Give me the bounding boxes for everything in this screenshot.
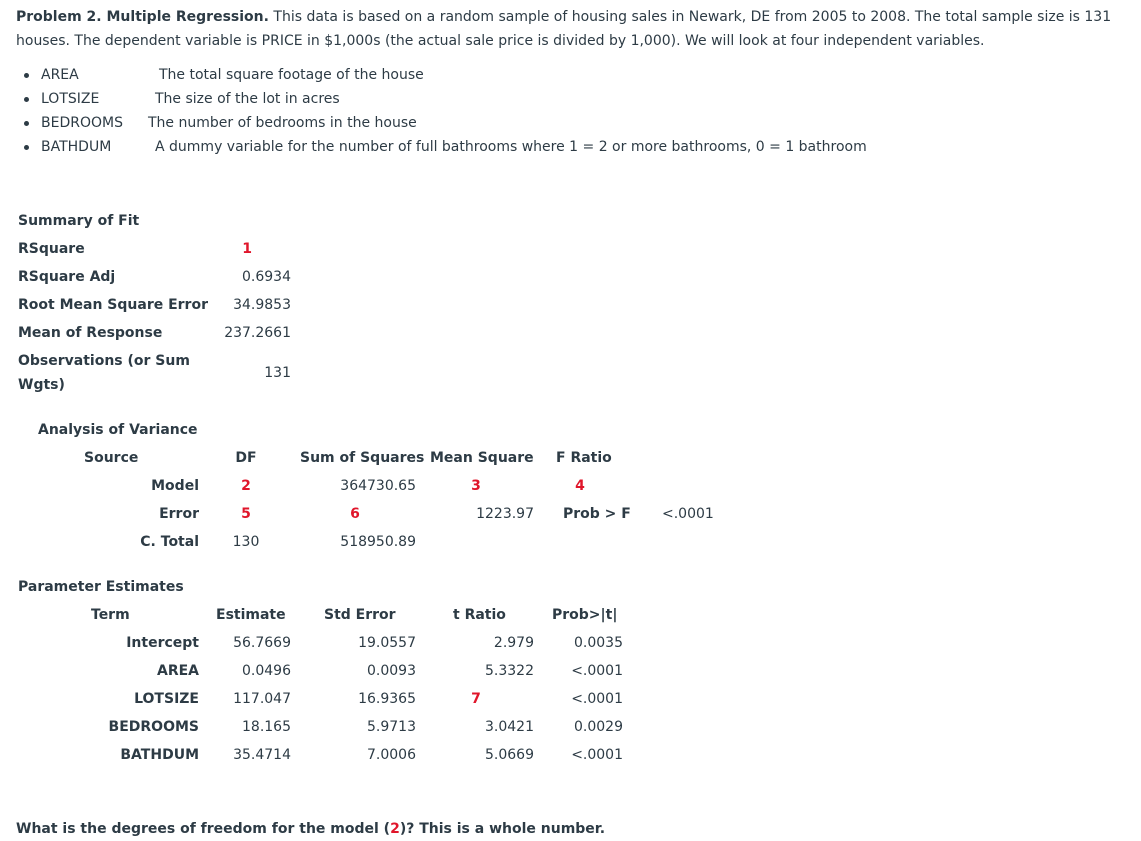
anova-prob-f-value: <.0001 <box>662 506 714 522</box>
param-prob: 0.0029 <box>574 719 623 735</box>
param-header-tratio: t Ratio <box>453 607 506 623</box>
anova-prob-f-label: Prob > F <box>563 506 631 522</box>
param-stderror: 16.9365 <box>358 691 416 707</box>
param-stderror: 7.0006 <box>367 747 416 763</box>
anova-total-ss: 518950.89 <box>340 534 416 550</box>
mean-response-label: Mean of Response <box>18 325 163 341</box>
param-prob: <.0001 <box>571 691 623 707</box>
variable-description: A dummy variable for the number of full bathrooms where 1 = 2 or more bathrooms, 0 = 1 bathroom <box>155 139 867 155</box>
param-stderror: 5.9713 <box>367 719 416 735</box>
param-estimate: 18.165 <box>242 719 291 735</box>
anova-header-f: F Ratio <box>556 450 612 466</box>
param-term: BATHDUM <box>120 747 199 763</box>
anova-total-df: 130 <box>232 534 260 550</box>
anova-header-df: DF <box>235 450 257 466</box>
anova-header-ms: Mean Square <box>430 450 534 466</box>
list-item <box>24 111 924 135</box>
bullet-icon <box>24 73 29 78</box>
variable-description: The size of the lot in acres <box>155 91 340 107</box>
problem-description: This data is based on a random sample of housing sales in Newark, DE from 2005 to 2008. The total sample size is 131 houses. The dependent variable is PRICE in $1,000s (the actual sale price is divided by 1,000). We will look at four independent variables. <box>16 9 1112 49</box>
rsquare-adj-label: RSquare Adj <box>18 269 116 285</box>
rsquare-adj-value: 0.6934 <box>242 269 291 285</box>
anova-model-df: 2 <box>241 478 251 494</box>
question-number: 2 <box>390 821 400 837</box>
anova-error-ss: 6 <box>350 506 360 522</box>
param-header-prob: Prob>|t| <box>552 607 618 623</box>
list-item <box>24 63 924 87</box>
anova-title: Analysis of Variance <box>38 422 198 438</box>
anova-error-df: 5 <box>241 506 251 522</box>
param-estimate: 117.047 <box>233 691 291 707</box>
anova-header-ss: Sum of Squares <box>300 450 425 466</box>
param-header-term: Term <box>91 607 130 623</box>
param-prob: <.0001 <box>571 663 623 679</box>
summary-of-fit-title: Summary of Fit <box>18 213 140 229</box>
anova-model-f: 4 <box>575 478 585 494</box>
bullet-icon <box>24 145 29 150</box>
observations-label-line1: Observations (or Sum <box>18 353 190 369</box>
observations-label-line2: Wgts) <box>18 377 65 393</box>
observations-value: 131 <box>264 365 291 381</box>
param-estimate: 56.7669 <box>233 635 291 651</box>
variable-description: The total square footage of the house <box>159 67 424 83</box>
param-tratio: 5.0669 <box>485 747 534 763</box>
param-tratio: 2.979 <box>493 635 534 651</box>
param-term: LOTSIZE <box>134 691 199 707</box>
anova-model-ss: 364730.65 <box>340 478 416 494</box>
bullet-icon <box>24 121 29 126</box>
rsquare-label: RSquare <box>18 241 85 257</box>
question-pre: What is the degrees of freedom for the model ( <box>16 821 391 837</box>
variable-list <box>24 63 924 159</box>
anova-header-source: Source <box>84 450 139 466</box>
param-tratio: 7 <box>471 691 481 707</box>
param-prob: 0.0035 <box>574 635 623 651</box>
param-tratio: 3.0421 <box>485 719 534 735</box>
param-term: AREA <box>156 663 199 679</box>
anova-error-ms: 1223.97 <box>476 506 534 522</box>
param-header-stderror: Std Error <box>324 607 396 623</box>
param-term: BEDROOMS <box>108 719 199 735</box>
variable-name: AREA <box>41 67 79 83</box>
question-text <box>16 817 605 841</box>
param-estimate: 35.4714 <box>233 747 291 763</box>
variable-name: LOTSIZE <box>41 91 100 107</box>
variable-name: BEDROOMS <box>41 115 123 131</box>
list-item <box>24 87 924 111</box>
variable-description: The number of bedrooms in the house <box>148 115 417 131</box>
list-item <box>24 135 924 159</box>
anova-model-ms: 3 <box>471 478 481 494</box>
bullet-icon <box>24 97 29 102</box>
anova-model-label: Model <box>151 478 199 494</box>
problem-title: Problem 2. Multiple Regression. <box>16 9 269 25</box>
param-title: Parameter Estimates <box>18 579 184 595</box>
param-header-estimate: Estimate <box>216 607 286 623</box>
param-stderror: 0.0093 <box>367 663 416 679</box>
param-estimate: 0.0496 <box>242 663 291 679</box>
param-tratio: 5.3322 <box>485 663 534 679</box>
param-term: Intercept <box>126 635 199 651</box>
variable-name: BATHDUM <box>41 139 112 155</box>
param-prob: <.0001 <box>571 747 623 763</box>
rmse-label: Root Mean Square Error <box>18 297 208 313</box>
problem-intro <box>16 5 1116 53</box>
rsquare-value: 1 <box>242 241 252 257</box>
question-post: )? This is a whole number. <box>399 821 606 837</box>
anova-error-label: Error <box>159 506 199 522</box>
anova-total-label: C. Total <box>140 534 199 550</box>
rmse-value: 34.9853 <box>233 297 291 313</box>
mean-response-value: 237.2661 <box>224 325 291 341</box>
param-stderror: 19.0557 <box>358 635 416 651</box>
